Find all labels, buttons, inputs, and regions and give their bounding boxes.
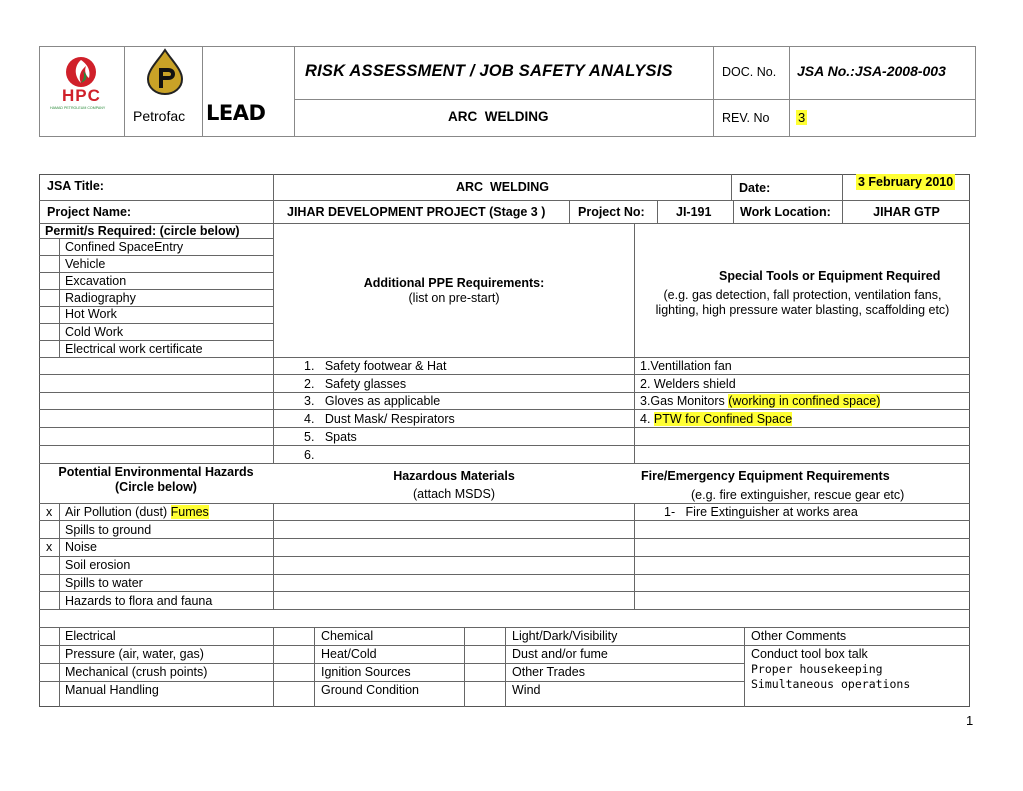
other-comment: Proper housekeeping — [751, 662, 883, 676]
env-item: Hazards to flora and fauna — [65, 594, 213, 608]
document-title: RISK ASSESSMENT / JOB SAFETY ANALYSIS — [305, 62, 673, 80]
hazmat-label: Hazardous Materials — [393, 469, 515, 483]
fire-sublabel: (e.g. fire extinguisher, rescue gear etc) — [691, 488, 905, 502]
date-label: Date: — [739, 181, 771, 195]
tool-item-1: 1.Ventillation fan — [640, 359, 732, 373]
tool-item-4 — [640, 411, 792, 427]
env-hazards-sublabel: (Circle below) — [115, 480, 197, 494]
tools-sublabel-1: (e.g. gas detection, fall protection, ventilation fans, — [663, 288, 942, 302]
hazmat-sublabel: (attach MSDS) — [413, 487, 495, 501]
rev-no-label: REV. No — [722, 111, 770, 125]
hazard-item: Light/Dark/Visibility — [512, 629, 618, 643]
ppe-item: 6. — [304, 448, 315, 462]
hazard-item: Pressure (air, water, gas) — [65, 647, 204, 661]
tool-item-2: 2. Welders shield — [640, 377, 736, 391]
permits-label: Permit/s Required: (circle below) — [45, 224, 240, 238]
tool-item-4-highlight: PTW for Confined Space — [653, 412, 793, 426]
date-value: 3 February 2010 — [858, 175, 954, 189]
hazard-item: Manual Handling — [65, 683, 159, 697]
permit-item: Confined SpaceEntry — [65, 240, 184, 254]
project-name-label: Project Name: — [47, 205, 132, 219]
env-mark: x — [46, 540, 53, 554]
tool-item-4-text: 4. — [640, 412, 654, 426]
env-item: Spills to water — [65, 576, 143, 590]
permit-item: Vehicle — [65, 257, 106, 271]
hpc-logo-subtext: HAMAD PETROLEUM COMPANY — [50, 106, 106, 110]
page-number: 1 — [966, 713, 974, 728]
project-no-value: JI-191 — [676, 205, 712, 219]
tools-sublabel-2: lighting, high pressure water blasting, scaffolding etc) — [655, 303, 950, 317]
env-hazards-label: Potential Environmental Hazards — [58, 465, 254, 479]
env-item-air-highlight: Fumes — [170, 505, 209, 519]
tool-item-3 — [640, 393, 880, 409]
other-comment: Conduct tool box talk — [751, 647, 868, 661]
petrofac-drop-icon — [143, 48, 187, 96]
ppe-item: 5. Spats — [304, 430, 357, 444]
petrofac-logo — [143, 48, 187, 96]
other-comments-label: Other Comments — [751, 629, 847, 643]
permit-item: Hot Work — [65, 307, 117, 321]
hazard-item: Wind — [512, 683, 541, 697]
hazard-item: Chemical — [321, 629, 374, 643]
ppe-item: 4. Dust Mask/ Respirators — [304, 412, 455, 426]
hazard-item: Ground Condition — [321, 683, 419, 697]
hazard-item: Dust and/or fume — [512, 647, 608, 661]
jsa-title-value: ARC WELDING — [455, 180, 550, 194]
env-item: Spills to ground — [65, 523, 152, 537]
hazard-item: Other Trades — [512, 665, 585, 679]
project-name-value: JIHAR DEVELOPMENT PROJECT (Stage 3 ) — [287, 205, 546, 219]
tools-label: Special Tools or Equipment Required — [719, 269, 941, 283]
ppe-item: 3. Gloves as applicable — [304, 394, 441, 408]
ppe-label: Additional PPE Requirements: — [363, 276, 545, 290]
env-mark: x — [46, 505, 53, 519]
permit-item: Radiography — [65, 291, 136, 305]
permit-item: Excavation — [65, 274, 127, 288]
hazard-item: Mechanical (crush points) — [65, 665, 208, 679]
ppe-item: 2. Safety glasses — [304, 377, 407, 391]
fire-item: 1- Fire Extinguisher at works area — [664, 505, 858, 519]
lead-logo: LEAD — [206, 101, 266, 125]
env-item-air-text: Air Pollution (dust) — [65, 505, 171, 519]
other-comment: Simultaneous operations — [751, 677, 911, 691]
hpc-logo-text: HPC — [62, 86, 101, 105]
hazard-item: Heat/Cold — [321, 647, 377, 661]
jsa-number: JSA No.:JSA-2008-003 — [797, 63, 946, 79]
doc-no-label: DOC. No. — [722, 65, 777, 79]
hpc-logo — [48, 52, 114, 118]
jsa-title-label: JSA Title: — [47, 179, 104, 193]
ppe-sublabel: (list on pre-start) — [408, 291, 500, 305]
project-no-label: Project No: — [578, 205, 645, 219]
permit-item: Cold Work — [65, 325, 124, 339]
hazard-item: Ignition Sources — [321, 665, 411, 679]
tool-item-3-text: 3.Gas Monitors — [640, 394, 729, 408]
rev-number: 3 — [798, 110, 806, 125]
work-location-value: JIHAR GTP — [873, 205, 940, 219]
tool-item-3-highlight: (working in confined space) — [728, 394, 881, 408]
env-item: Noise — [65, 540, 97, 554]
work-location-label: Work Location: — [740, 205, 831, 219]
petrofac-label: Petrofac — [133, 108, 186, 124]
env-item-air — [65, 504, 209, 520]
document-subtitle: ARC WELDING — [448, 109, 549, 124]
hazard-item: Electrical — [65, 629, 116, 643]
env-item: Soil erosion — [65, 558, 131, 572]
ppe-item: 1. Safety footwear & Hat — [304, 359, 447, 373]
fire-label: Fire/Emergency Equipment Requirements — [641, 469, 890, 483]
permit-item: Electrical work certificate — [65, 342, 203, 356]
